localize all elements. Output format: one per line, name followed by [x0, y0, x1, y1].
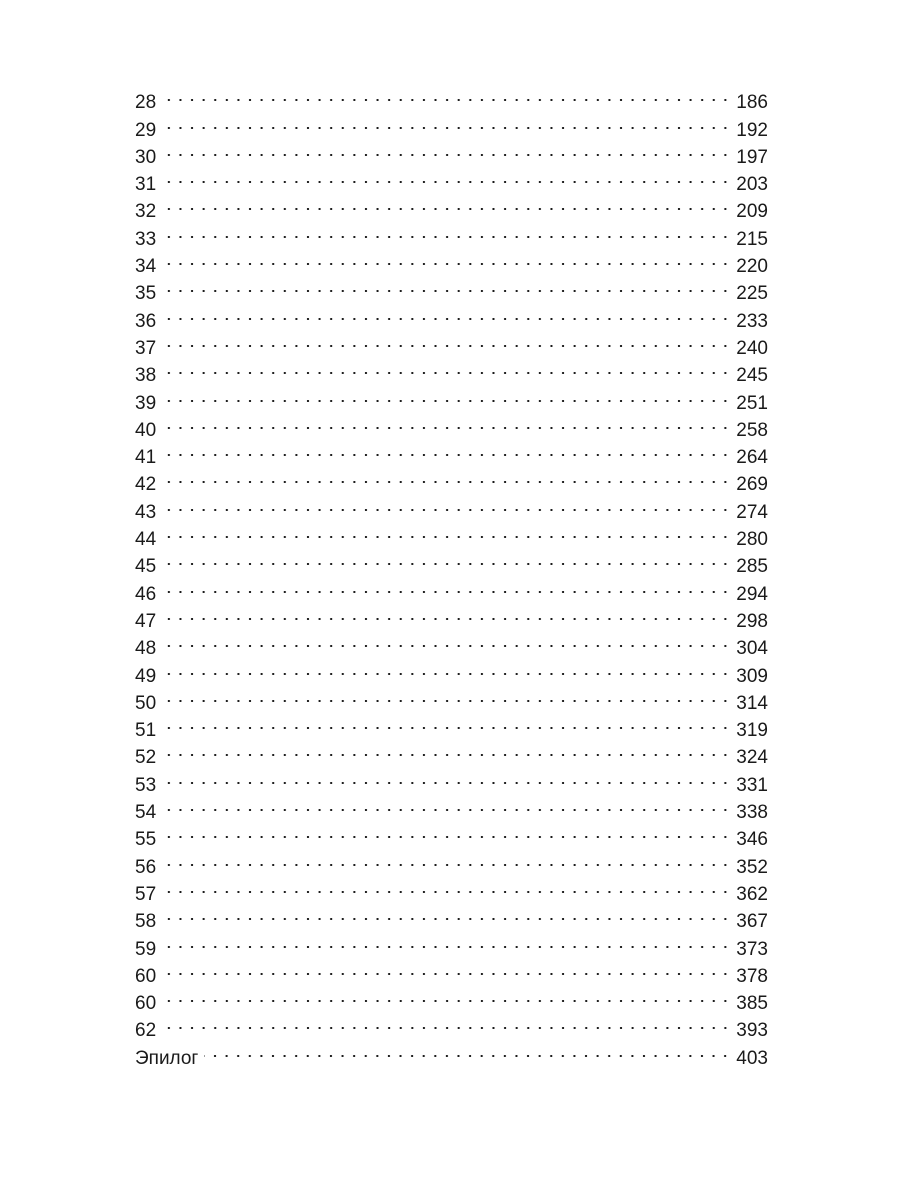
dot-leader: [162, 272, 731, 299]
toc-entry[interactable]: [135, 900, 768, 933]
dot-leader: [162, 791, 731, 818]
dot-leader: [162, 682, 731, 709]
toc-entry-page-number: 251: [736, 392, 768, 414]
toc-entry-label: 53: [135, 774, 157, 796]
toc-entry-label: 30: [135, 146, 157, 168]
toc-entry-label: 49: [135, 665, 157, 687]
toc-entry-label: 62: [135, 1020, 157, 1042]
toc-entry[interactable]: [135, 518, 768, 551]
toc-entry[interactable]: [135, 190, 768, 223]
dot-leader: [162, 818, 731, 845]
toc-entry[interactable]: [135, 791, 768, 824]
dot-leader: [162, 982, 731, 1009]
toc-entry-page-number: 197: [736, 146, 768, 168]
toc-entry[interactable]: [135, 1009, 768, 1042]
toc-entry-page-number: 294: [736, 583, 768, 605]
dot-leader: [162, 436, 731, 463]
toc-entry-label: 41: [135, 447, 157, 469]
toc-entry-label: 33: [135, 228, 157, 250]
toc-entry-page-number: 367: [736, 911, 768, 933]
toc-entry-page-number: 373: [736, 938, 768, 960]
dot-leader: [162, 572, 731, 599]
dot-leader: [162, 245, 731, 272]
dot-leader: [204, 1036, 731, 1063]
toc-entry-page-number: 258: [736, 419, 768, 441]
dot-leader: [162, 709, 731, 736]
toc-entry-page-number: 393: [736, 1020, 768, 1042]
dot-leader: [162, 900, 731, 927]
dot-leader: [162, 463, 731, 490]
toc-entry-page-number: 209: [736, 201, 768, 223]
toc-entry[interactable]: [135, 108, 768, 141]
toc-entry-page-number: 215: [736, 228, 768, 250]
toc-entry-page-number: 269: [736, 474, 768, 496]
toc-entry[interactable]: [135, 736, 768, 769]
toc-entry-page-number: 285: [736, 556, 768, 578]
toc-entry-page-number: 225: [736, 283, 768, 305]
dot-leader: [162, 490, 731, 517]
toc-entry-label: 54: [135, 802, 157, 824]
toc-entry[interactable]: [135, 381, 768, 414]
toc-entry-label: 57: [135, 883, 157, 905]
toc-entry-page-number: 309: [736, 665, 768, 687]
toc-entry-label: Эпилог: [135, 1047, 199, 1069]
toc-entry-page-number: 378: [736, 965, 768, 987]
toc-entry[interactable]: [135, 163, 768, 196]
dot-leader: [162, 108, 731, 135]
dot-leader: [162, 654, 731, 681]
toc-entry[interactable]: [135, 763, 768, 796]
toc-entry[interactable]: [135, 299, 768, 332]
toc-entry[interactable]: [135, 463, 768, 496]
dot-leader: [162, 1009, 731, 1036]
toc-entry-label: 28: [135, 92, 157, 114]
toc-entry[interactable]: [135, 436, 768, 469]
toc-entry[interactable]: [135, 136, 768, 168]
toc-entry-label: 34: [135, 256, 157, 278]
toc-entry-label: 39: [135, 392, 157, 414]
toc-entry-page-number: 362: [736, 883, 768, 905]
dot-leader: [162, 190, 731, 217]
dot-leader: [162, 845, 731, 872]
toc-entry-label: 47: [135, 610, 157, 632]
toc-entry-label: 52: [135, 747, 157, 769]
dot-leader: [162, 545, 731, 572]
toc-entry-page-number: 324: [736, 747, 768, 769]
toc-entry-label: 60: [135, 993, 157, 1015]
toc-entry[interactable]: [135, 217, 768, 250]
toc-entry-label: 31: [135, 174, 157, 196]
toc-entry-page-number: 304: [736, 638, 768, 660]
toc-entry[interactable]: [135, 845, 768, 878]
dot-leader: [162, 381, 731, 408]
toc-entry-page-number: 346: [736, 829, 768, 851]
toc-entry[interactable]: [135, 245, 768, 278]
toc-entry-label: 48: [135, 638, 157, 660]
toc-entry-page-number: 352: [736, 856, 768, 878]
toc-entry-label: 35: [135, 283, 157, 305]
dot-leader: [162, 327, 731, 354]
toc-entry[interactable]: [135, 600, 768, 632]
toc-entry[interactable]: [135, 982, 768, 1015]
toc-entry-page-number: 245: [736, 365, 768, 387]
dot-leader: [162, 409, 731, 436]
toc-entry-label: 43: [135, 501, 157, 523]
toc-entry[interactable]: [135, 272, 768, 305]
toc-entry-page-number: 403: [736, 1047, 768, 1069]
toc-entry-page-number: 280: [736, 529, 768, 551]
toc-entry-page-number: 192: [736, 119, 768, 141]
toc-entry-page-number: 240: [736, 337, 768, 359]
toc-entry[interactable]: [135, 873, 768, 905]
dot-leader: [162, 873, 731, 900]
toc-entry-page-number: 274: [736, 501, 768, 523]
toc-entry-label: 32: [135, 201, 157, 223]
dot-leader: [162, 600, 731, 627]
toc-entry[interactable]: [135, 572, 768, 605]
dot-leader: [162, 136, 731, 163]
toc-entry-page-number: 203: [736, 174, 768, 196]
toc-entry-label: 29: [135, 119, 157, 141]
toc-entry[interactable]: [135, 654, 768, 687]
toc-entry[interactable]: [135, 81, 768, 114]
toc-entry-label: 51: [135, 720, 157, 742]
toc-entry-page-number: 298: [736, 610, 768, 632]
toc-entry-page-number: 233: [736, 310, 768, 332]
toc-entry-label: 42: [135, 474, 157, 496]
toc-entry-label: 38: [135, 365, 157, 387]
toc-entry[interactable]: [135, 354, 768, 387]
dot-leader: [162, 927, 731, 954]
dot-leader: [162, 217, 731, 244]
toc-entry-label: 40: [135, 419, 157, 441]
toc-entry-label: 55: [135, 829, 157, 851]
dot-leader: [162, 955, 731, 982]
toc-entry-page-number: 314: [736, 692, 768, 714]
table-of-contents: [135, 81, 768, 1069]
toc-entry[interactable]: [135, 490, 768, 523]
toc-entry[interactable]: [135, 818, 768, 851]
toc-entry-label: 59: [135, 938, 157, 960]
dot-leader: [162, 518, 731, 545]
dot-leader: [162, 163, 731, 190]
toc-entry-label: 37: [135, 337, 157, 359]
toc-entry-page-number: 186: [736, 92, 768, 114]
toc-entry-label: 56: [135, 856, 157, 878]
dot-leader: [162, 627, 731, 654]
toc-entry[interactable]: [135, 1036, 768, 1069]
toc-entry[interactable]: [135, 927, 768, 960]
toc-entry-page-number: 338: [736, 802, 768, 824]
toc-entry[interactable]: [135, 545, 768, 578]
toc-entry[interactable]: [135, 955, 768, 987]
toc-entry-label: 46: [135, 583, 157, 605]
toc-entry[interactable]: [135, 709, 768, 742]
toc-entry[interactable]: [135, 327, 768, 359]
toc-entry-label: 58: [135, 911, 157, 933]
dot-leader: [162, 354, 731, 381]
toc-entry-label: 60: [135, 965, 157, 987]
toc-entry-page-number: 331: [736, 774, 768, 796]
toc-entry-page-number: 220: [736, 256, 768, 278]
toc-entry-page-number: 385: [736, 993, 768, 1015]
toc-entry-label: 44: [135, 529, 157, 551]
dot-leader: [162, 81, 731, 108]
toc-entry-page-number: 319: [736, 720, 768, 742]
toc-entry[interactable]: [135, 409, 768, 441]
toc-entry-label: 50: [135, 692, 157, 714]
toc-entry[interactable]: [135, 627, 768, 660]
dot-leader: [162, 763, 731, 790]
toc-entry-label: 36: [135, 310, 157, 332]
dot-leader: [162, 736, 731, 763]
toc-entry-label: 45: [135, 556, 157, 578]
toc-entry[interactable]: [135, 682, 768, 714]
dot-leader: [162, 299, 731, 326]
toc-entry-page-number: 264: [736, 447, 768, 469]
